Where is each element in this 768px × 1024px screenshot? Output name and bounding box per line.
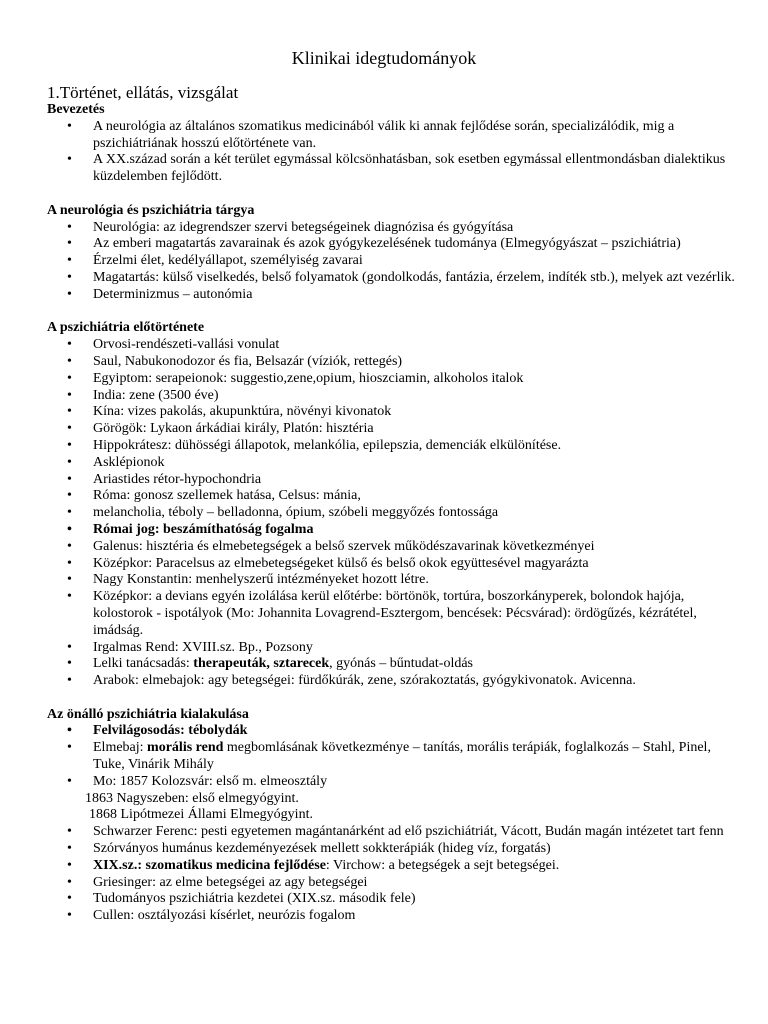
section-heading-kialakulasa: Az önálló pszichiátria kialakulása xyxy=(47,706,249,722)
list-item: • Kína: vizes pakolás, akupunktúra, növényi kivonatok xyxy=(47,404,737,421)
list-item: • Determinizmus – autonómia xyxy=(47,287,737,304)
text-run: Lelki tanácsadás: xyxy=(93,656,194,672)
list-item: • Tudományos pszichiátria kezdetei (XIX.sz. második fele) xyxy=(47,891,737,908)
list-item: • Mo: 1857 Kolozsvár: első m. elmeosztály xyxy=(47,774,737,791)
list-item: • Magatartás: külső viselkedés, belső folyamatok (gondolkodás, fantázia, érzelem, indíték stb.), melyek azt vezérlik. xyxy=(47,270,737,287)
bullet-list-bevezetes xyxy=(47,119,737,186)
list-item: • Schwarzer Ferenc: pesti egyetemen magántanárként ad elő pszichiátriát, Vácott, Budán magán intézetet tart fenn xyxy=(47,824,737,841)
bullet-list-targya xyxy=(47,220,737,304)
text-run-bold: XIX.sz.: szomatikus medicina fejlődése xyxy=(93,857,326,873)
list-item: • Saul, Nabukonodozor és fia, Belsazár (víziók, rettegés) xyxy=(47,354,737,371)
list-item xyxy=(47,656,737,673)
text-run: : Virchow: a betegségek a sejt betegségei. xyxy=(325,857,560,873)
list-item xyxy=(47,740,737,774)
list-item-bold: • Római jog: beszámíthatóság fogalma xyxy=(47,522,737,539)
list-item: • Hippokrátesz: dühösségi állapotok, melankólia, epilepszia, demenciák elkülönítése. xyxy=(47,438,737,455)
list-item: • Arabok: elmebajok: agy betegségei: fürdőkúrák, zene, szórakoztatás, gyógykivonatok. Avicenna. xyxy=(47,673,737,690)
list-item: • Galenus: hisztéria és elmebetegségek a belső szervek működészavarinak következményei xyxy=(47,539,737,556)
document-body xyxy=(47,102,737,925)
list-item: • Ariastides rétor-hypochondria xyxy=(47,472,737,489)
bullet-list-elotortenete xyxy=(47,337,737,690)
list-item xyxy=(47,858,737,875)
list-continuation: 1863 Nagyszeben: első elmegyógyint. xyxy=(85,790,299,806)
list-item: • Griesinger: az elme betegségei az agy betegségei xyxy=(47,875,737,892)
list-item: • Orvosi-rendészeti-vallási vonulat xyxy=(47,337,737,354)
list-item: • Érzelmi élet, kedélyállapot, személyiség zavarai xyxy=(47,253,737,270)
list-item: • Középkor: a devians egyén izolálása kerül előtérbe: börtönök, tortúra, boszorkányperek, bolondok hajója, kolostorok - ispotályok (Mo: Johannita Lovagrend-Esztergom, bencések: Pécsvárad): ördögűzés, kézrátétel, imádság. xyxy=(47,589,737,639)
list-item: • India: zene (3500 éve) xyxy=(47,388,737,405)
bullet-list-kialakulasa xyxy=(47,723,737,925)
text-run: , gyónás – bűntudat-oldás xyxy=(329,656,473,672)
list-item: • A XX.század során a két terület egymással kölcsönhatásban, sok esetben egymással ellentmondásban dialektikus küzdelemben fejlődött. xyxy=(47,152,737,186)
section-heading-bevezetes: Bevezetés xyxy=(47,102,105,117)
text-run-bold: therapeuták, sztarecek xyxy=(193,656,330,672)
chapter-heading: 1.Történet, ellátás, vizsgálat xyxy=(47,83,239,102)
document-title: Klinikai idegtudományok xyxy=(291,48,477,68)
text-run: Elmebaj: xyxy=(93,740,148,756)
list-item: • A neurológia az általános szomatikus medicinából válik ki annak fejlődése során, specializálódik, mig a pszichiátriának hosszú előtörténete van. xyxy=(47,119,737,153)
list-item: • Görögök: Lykaon árkádiai király, Platón: hisztéria xyxy=(47,421,737,438)
list-item-bold: • Felvilágosodás: tébolydák xyxy=(47,723,737,740)
list-item: • Az emberi magatartás zavarainak és azok gyógykezelésének tudománya (Elmegyógyászat – pszichiátria) xyxy=(47,236,737,253)
list-item: • Asklépionok xyxy=(47,455,737,472)
list-item: • Szórványos humánus kezdeményezések mellett sokkterápiák (hideg víz, forgatás) xyxy=(47,841,737,858)
text-run-bold: morális rend xyxy=(147,740,224,756)
list-item: • Nagy Konstantin: menhelyszerű intézményeket hozott létre. xyxy=(47,572,737,589)
list-item: • Középkor: Paracelsus az elmebetegségeket külső és belső okok együttesével magyarázta xyxy=(47,556,737,573)
text-run: megbomlásának következménye – tanítás, morális terápiák, foglalkozás – Stahl, Pinel, Tuke, Vinárik Mihály xyxy=(93,740,711,773)
list-item: • Róma: gonosz szellemek hatása, Celsus: mánia, xyxy=(47,488,737,505)
list-item: • melancholia, téboly – belladonna, ópium, szóbeli meggyőzés fontossága xyxy=(47,505,737,522)
section-heading-targya: A neurológia és pszichiátria tárgya xyxy=(47,202,255,218)
list-item: • Neurológia: az idegrendszer szervi betegségeinek diagnózisa és gyógyítása xyxy=(47,220,737,237)
section-heading-elotortenete: A pszichiátria előtörténete xyxy=(47,320,205,336)
list-item: • Cullen: osztályozási kísérlet, neurózis fogalom xyxy=(47,908,737,925)
list-item: • Irgalmas Rend: XVIII.sz. Bp., Pozsony xyxy=(47,640,737,657)
list-item: • Egyiptom: serapeionok: suggestio,zene,opium, hioszciamin, alkoholos italok xyxy=(47,371,737,388)
list-continuation: 1868 Lipótmezei Állami Elmegyógyint. xyxy=(89,807,313,823)
